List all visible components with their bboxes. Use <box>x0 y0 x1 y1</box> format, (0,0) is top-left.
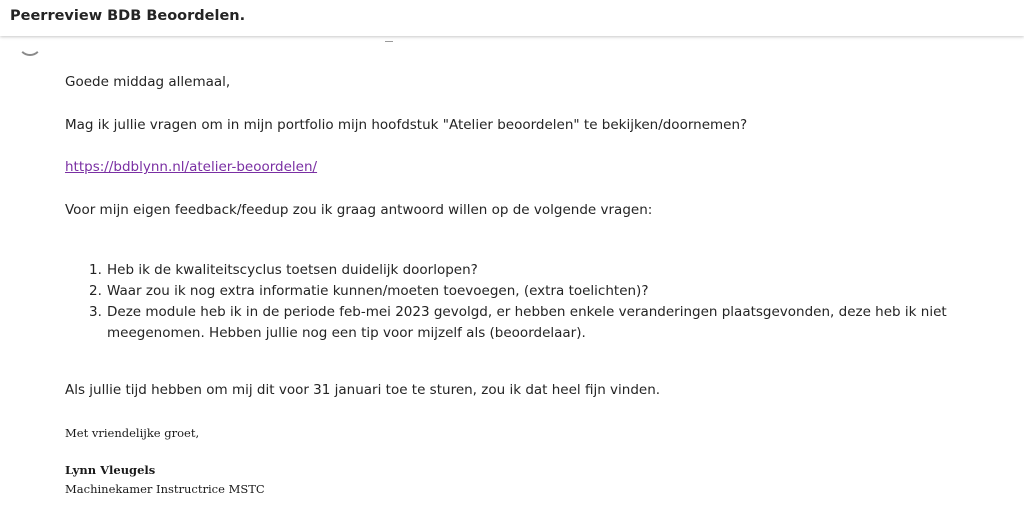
request-text: Mag ik jullie vragen om in mijn portfolio mijn hoofdstuk "Atelier beoordelen" te bekijken/doornemen? <box>65 117 748 133</box>
sender-header-fragment <box>385 36 393 42</box>
deadline-text: Als jullie tijd hebben om mij dit voor 31 januari toe te sturen, zou ik dat heel fijn vinden. <box>65 382 661 398</box>
list-item-number: 1. <box>89 262 102 278</box>
list-item-text: Waar zou ik nog extra informatie kunnen/moeten toevoegen, (extra toelichten)? <box>107 283 649 299</box>
closing: Met vriendelijke groet, <box>65 426 200 440</box>
list-item-text: Deze module heb ik in de periode feb-mei 2023 gevolgd, er hebben enkele veranderingen plaatsgevonden, deze heb ik niet meegenomen. Hebben jullie nog een tip voor mijzelf als (beoordelaar). <box>107 304 947 341</box>
subject-bar <box>0 0 1024 36</box>
list-item-number: 3. <box>89 304 102 320</box>
portfolio-link[interactable]: https://bdblynn.nl/atelier-beoordelen/ <box>65 159 318 175</box>
signature-name: Lynn Vleugels <box>65 463 156 477</box>
list-item-number: 2. <box>89 283 102 299</box>
signature-title: Machinekamer Instructrice MSTC <box>65 482 265 496</box>
list-item-text: Heb ik de kwaliteitscyclus toetsen duidelijk doorlopen? <box>107 262 478 278</box>
greeting: Goede middag allemaal, <box>65 74 231 90</box>
questions-intro: Voor mijn eigen feedback/feedup zou ik graag antwoord willen op de volgende vragen: <box>65 202 653 218</box>
email-subject: Peerreview BDB Beoordelen. <box>10 8 246 24</box>
